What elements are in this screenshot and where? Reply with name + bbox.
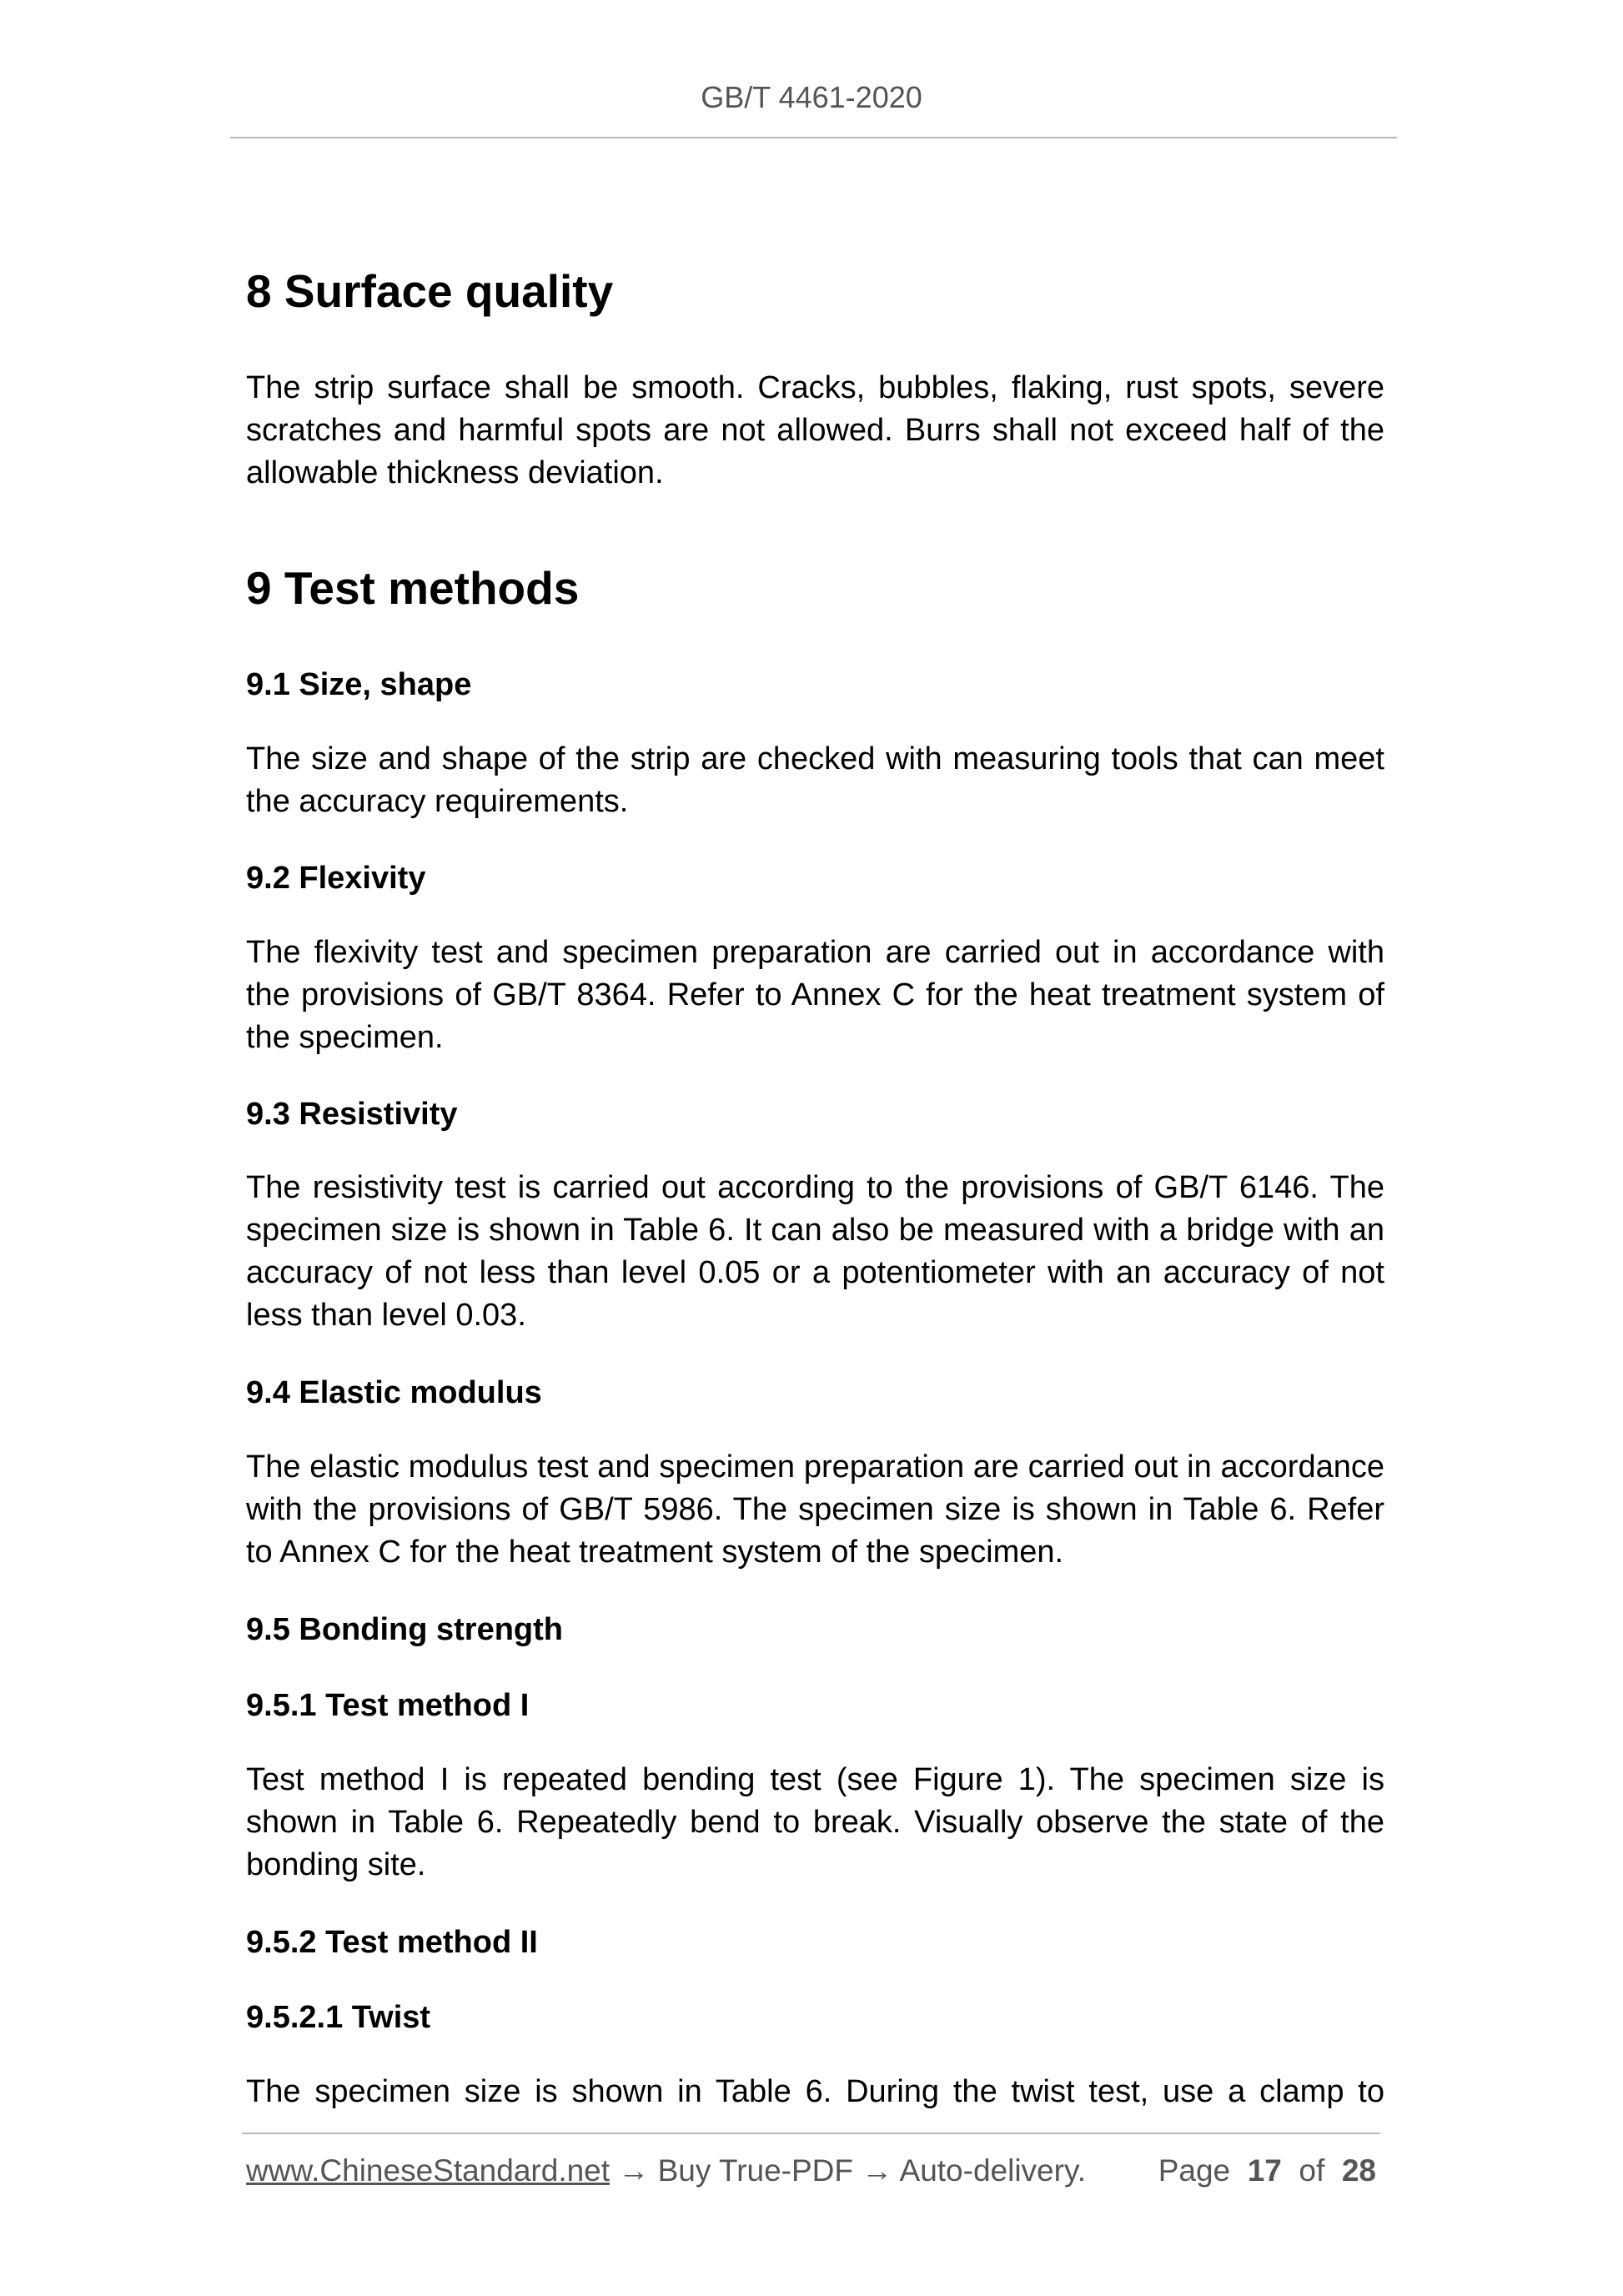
website-link[interactable]: www.ChineseStandard.net: [246, 2153, 611, 2188]
section-9-5-2-1-heading: 9.5.2.1 Twist: [246, 2000, 431, 2035]
header-divider: [230, 137, 1397, 138]
footer-divider: [242, 2133, 1380, 2134]
of-label: of: [1299, 2153, 1325, 2188]
section-9-5-2-heading: 9.5.2 Test method II: [246, 1925, 538, 1960]
section-9-1-text: The size and shape of the strip are checked with measuring tools that can meet the accuracy requirements.: [246, 741, 1384, 819]
section-9-5-1-heading: 9.5.1 Test method I: [246, 1688, 530, 1723]
total-pages-number: 28: [1341, 2153, 1376, 2188]
footer-promo: [246, 2153, 1086, 2188]
section-9-2-heading: 9.2 Flexivity: [246, 861, 426, 896]
footer-promo-text: → Buy True-PDF → Auto-delivery.: [610, 2153, 1086, 2188]
section-9-heading: 9 Test methods: [246, 562, 580, 614]
section-9-5-2-1-text: The specimen size is shown in Table 6. During the twist test, use a clamp to: [246, 2074, 1384, 2109]
section-9-5-1-text: Test method I is repeated bending test (see Figure 1). The specimen size is shown in Table 6. Repeatedly bend to break. Visually observe the state of the bonding site.: [246, 1762, 1384, 1882]
section-9-4-text: The elastic modulus test and specimen preparation are carried out in accordance with the provisions of GB/T 5986. The specimen size is shown in Table 6. Refer to Annex C for the heat treatment system of the specimen.: [246, 1449, 1384, 1570]
page-counter: [1158, 2153, 1376, 2188]
current-page-number: 17: [1247, 2153, 1282, 2188]
section-8-heading: 8 Surface quality: [246, 265, 614, 317]
page-header-title: GB/T 4461-2020: [701, 80, 922, 114]
section-9-1-heading: 9.1 Size, shape: [246, 667, 472, 702]
section-8-text: The strip surface shall be smooth. Cracks, bubbles, flaking, rust spots, severe scratches and harmful spots are not allowed. Burrs shall not exceed half of the allowable thickness deviation.: [246, 370, 1384, 490]
section-9-2-text: The flexivity test and specimen preparation are carried out in accordance with the provisions of GB/T 8364. Refer to Annex C for the heat treatment system of the specimen.: [246, 935, 1384, 1055]
page-label: Page: [1158, 2153, 1231, 2188]
section-9-5-heading: 9.5 Bonding strength: [246, 1612, 563, 1647]
section-9-3-heading: 9.3 Resistivity: [246, 1097, 458, 1132]
section-9-4-heading: 9.4 Elastic modulus: [246, 1375, 542, 1410]
section-9-3-text: The resistivity test is carried out according to the provisions of GB/T 6146. The specimen size is shown in Table 6. It can also be measured with a bridge with an accuracy of not less than level 0.05 or a potentiometer with an accuracy of not less than level 0.03.: [246, 1170, 1384, 1333]
